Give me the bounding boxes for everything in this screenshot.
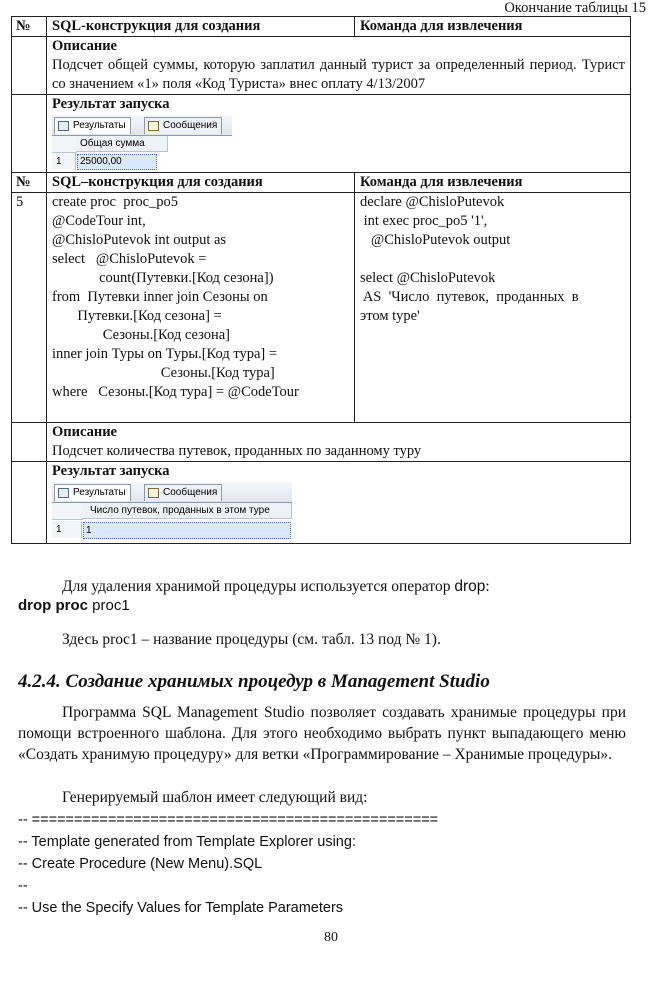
code-line: @CodeTour int,: [52, 213, 146, 229]
header-num: №: [12, 17, 47, 37]
row4-desc-title: Описание: [52, 38, 117, 54]
row4-result-title: Результат запуска: [52, 96, 170, 112]
code-line: --: [18, 878, 28, 894]
here-paragraph: Здесь proc1 – название процедуры (см. табл. 13 под № 1).: [62, 631, 441, 648]
code-line: count(Путевки.[Код сезона]): [52, 270, 274, 286]
row5-code: [12, 193, 631, 423]
code-line: AS 'Число путевок, проданных в: [360, 289, 579, 305]
drop-statement: drop proc proc1: [18, 597, 130, 614]
grid-column-header[interactable]: Общая сумма: [76, 136, 168, 152]
code-line: inner join Туры on Туры.[Код тура] =: [52, 346, 278, 362]
code-line: -- Use the Specify Values for Template Parameters: [18, 900, 344, 916]
code-line: -- Template generated from Template Explorer using:: [18, 834, 356, 850]
row5-command-code: [360, 193, 625, 326]
row5-sql-code: [52, 193, 349, 402]
code-line: Сезоны.[Код тура]: [52, 365, 275, 381]
header-sql: SQL-конструкция для создания: [47, 17, 355, 37]
grid-icon: [58, 488, 69, 498]
results-tabs-2: [52, 482, 292, 503]
row4-result: [12, 95, 631, 173]
row5-result-title: Результат запуска: [52, 463, 170, 479]
grid-icon: [58, 121, 69, 131]
code-line: Путевки.[Код сезона] =: [52, 308, 222, 324]
tab-messages[interactable]: Сообщения: [144, 117, 222, 134]
row5-result: [12, 462, 631, 544]
grid-body-2: [52, 503, 292, 543]
code-line: этом type': [360, 308, 420, 324]
tab-results[interactable]: Результаты: [54, 117, 131, 134]
code-line: -- Create Procedure (New Menu).SQL: [18, 856, 263, 872]
paragraph-template-intro: Генерируемый шаблон имеет следующий вид:: [62, 789, 368, 806]
header2-num: №: [12, 173, 47, 193]
code-line: from Путевки inner join Сезоны on: [52, 289, 268, 305]
messages-icon: [148, 121, 159, 131]
code-line: declare @ChisloPutevok: [360, 194, 505, 210]
messages-icon: [148, 488, 159, 498]
page-number: 80: [324, 930, 338, 945]
row4-description: [12, 37, 631, 95]
header2-sql: SQL–конструкция для создания: [47, 173, 355, 193]
grid-cell-value-2[interactable]: 1: [83, 522, 291, 539]
row5-desc-text: Подсчет количества путевок, проданных по заданному туру: [52, 443, 422, 459]
code-line: select @ChisloPutevok: [360, 270, 496, 286]
header2-cmd: Команда для извлечения: [355, 173, 631, 193]
code-line: int exec proc_po5 '1',: [360, 213, 488, 229]
results-tabs: [52, 115, 232, 136]
template-code: [18, 809, 438, 919]
section-heading: 4.2.4. Создание хранимых процедур в Management Studio: [18, 671, 490, 692]
row5-description: [12, 423, 631, 462]
code-line: @ChisloPutevok output: [360, 232, 511, 248]
grid-body: [52, 136, 232, 172]
tab-results-2[interactable]: Результаты: [54, 484, 131, 501]
row4-desc-text: Подсчет общей суммы, которую заплатил данный турист за определенный период. Турист со значением «1» поля «Код Туриста» внес оплату 4/13/2007: [52, 57, 625, 92]
code-line: where Сезоны.[Код тура] = @CodeTour: [52, 384, 299, 400]
paragraph-management-studio: Программа SQL Management Studio позволяет создавать хранимые процедуры при помощи встроенного шаблона. Для этого необходимо выбрать пункт выпадающего меню «Создать хранимую процедуру» для ветки «Программирование – Хранимые процедуры».: [18, 704, 626, 763]
table-header-row: [12, 17, 631, 37]
drop-keyword: drop: [454, 578, 486, 595]
table-header-row-2: [12, 173, 631, 193]
row5-num: 5: [12, 193, 47, 423]
drop-intro-paragraph: Для удаления хранимой процедуры используется оператор drop:: [62, 578, 490, 595]
code-line: Сезоны.[Код сезона]: [52, 327, 230, 343]
tab-messages-2[interactable]: Сообщения: [144, 484, 222, 501]
header-cmd: Команда для извлечения: [355, 17, 631, 37]
code-line: select @ChisloPutevok =: [52, 251, 207, 267]
results-grid-2: [52, 482, 292, 543]
code-line: -- ================================================: [18, 812, 439, 828]
grid-row-number-2: 1: [52, 521, 82, 538]
table-continuation-label: Окончание таблицы 15: [504, 0, 646, 16]
code-line: @ChisloPutevok int output as: [52, 232, 227, 248]
results-grid-1: [52, 115, 232, 172]
row5-desc-title: Описание: [52, 424, 117, 440]
grid-cell-value[interactable]: 25000,00: [77, 154, 157, 170]
code-line: [360, 250, 625, 269]
grid-row-number: 1: [52, 153, 76, 170]
grid-column-header-2[interactable]: Число путевок, проданных в этом туре: [82, 503, 292, 519]
code-line: create proc proc_po5: [52, 194, 179, 210]
sql-table: [11, 16, 631, 544]
